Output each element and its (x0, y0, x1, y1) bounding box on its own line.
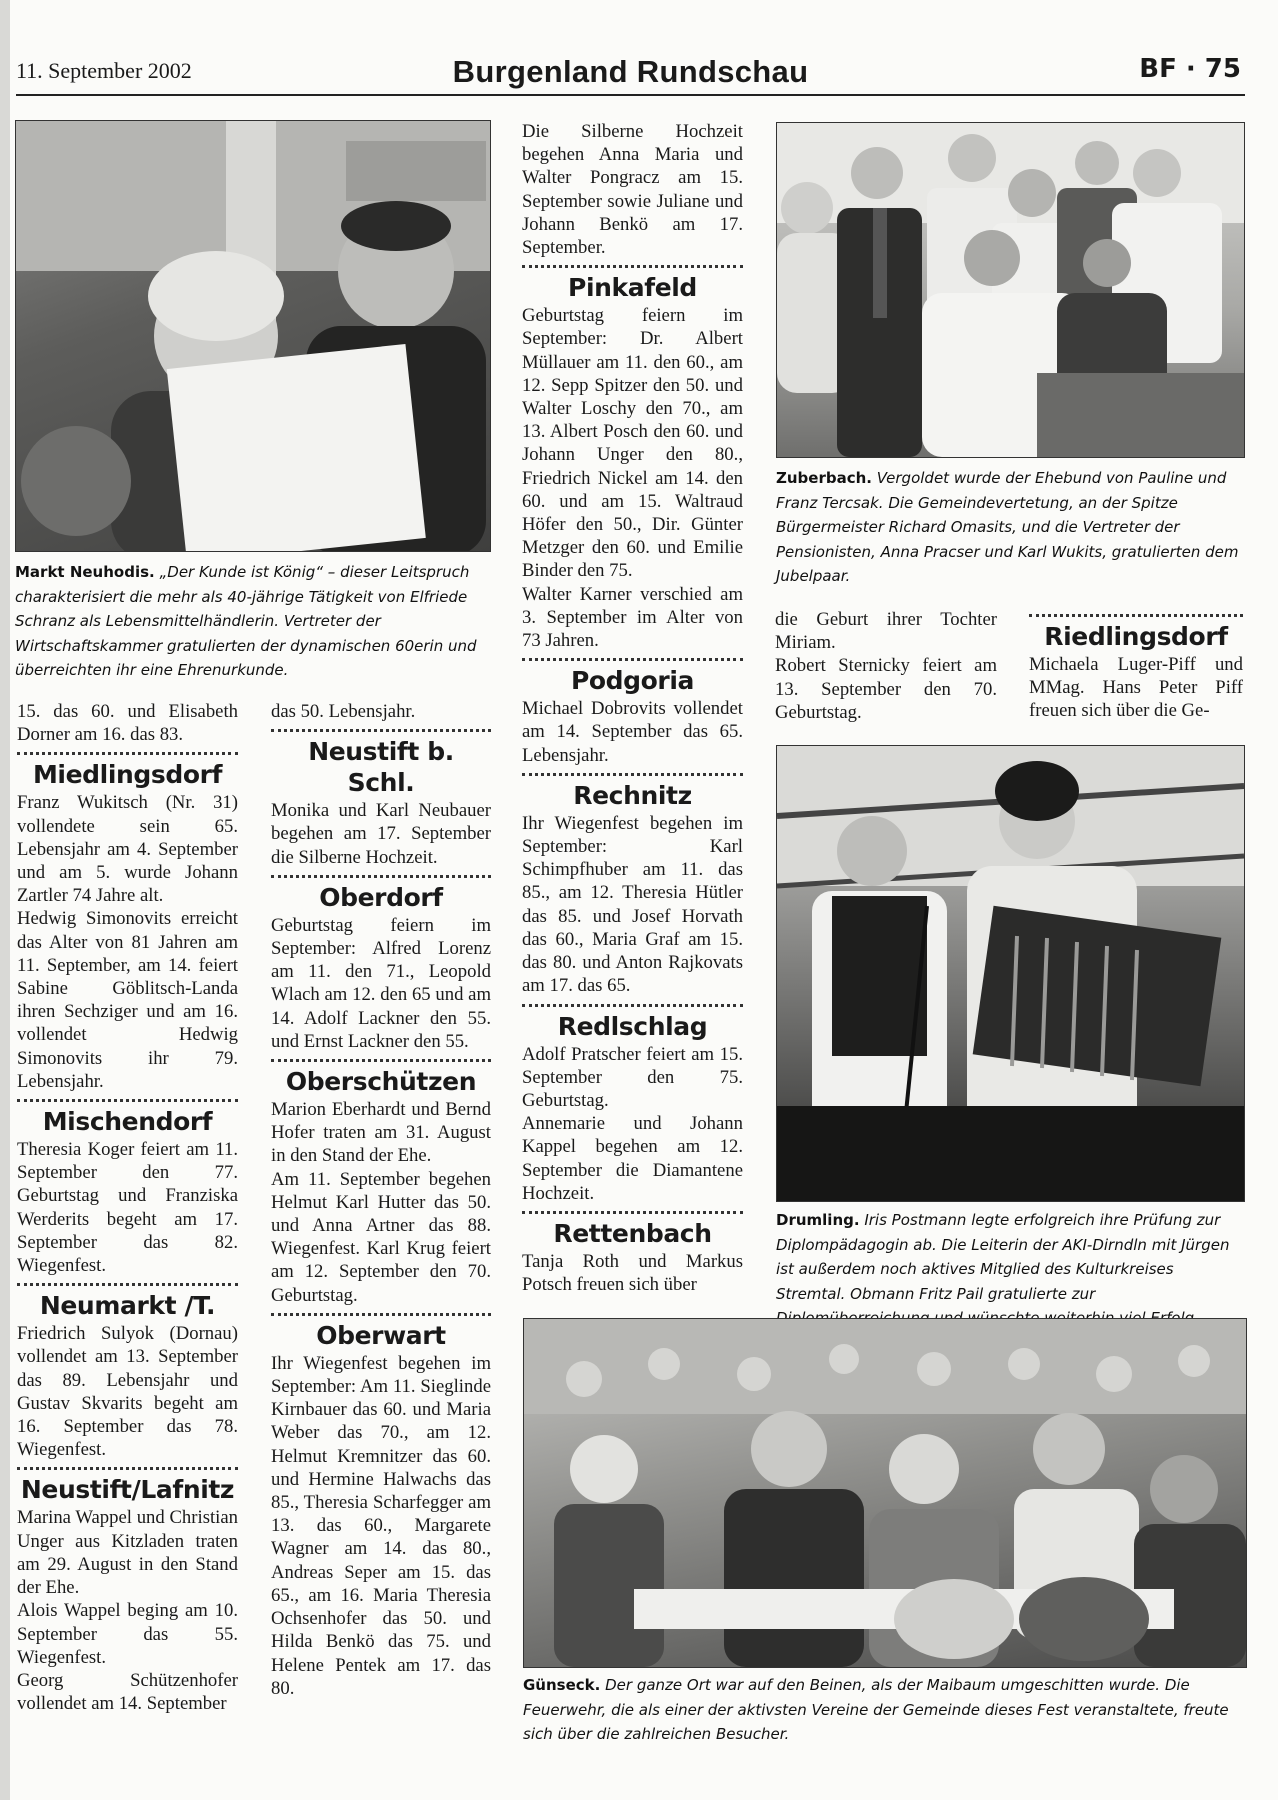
paragraph: das 50. Lebensjahr. (271, 701, 416, 722)
paragraph: Michael Dobrovits vollendet am 14. September das 65. Lebensjahr. (522, 698, 743, 766)
dotted-divider (271, 1059, 491, 1062)
photo-guenseck (523, 1318, 1247, 1668)
paragraph: Monika und Karl Neubauer begehen am 17. September die Silberne Hochzeit. (271, 800, 491, 868)
paragraph: Ihr Wiegenfest begehen im September: Karl Schimpfhuber am 11. das 85., am 12. Theresia Hütler das 85. und Josef Horvath das 60., Maria Graf am 15. das 80. und Anton Rajkovats am 17. das 65. (522, 812, 743, 997)
section-heading-riedlingsdorf: Riedlingsdorf (1044, 622, 1228, 651)
caption-text: Vergoldet wurde der Ehebund von Pauline und Franz Tercsak. Die Gemeindevertetung, an der Spitze Bürgermeister Richard Omasits, und die Vertreter der Pensionisten, Anna Pracser und Karl Wukits, gratulierten dem Jubelpaar. (776, 469, 1239, 585)
text-column-4 (775, 608, 997, 724)
paragraph: Theresia Koger feiert am 11. September den 77. Geburtstag und Franziska Werderits begeht am 17. September das 82. Wiegenfest. (17, 1139, 238, 1277)
paragraph: Robert Sternicky feiert am 13. September den 70. Geburtstag. (775, 655, 997, 723)
photo-zuberbach-figure (777, 123, 1244, 457)
caption-drumling (776, 1208, 1245, 1331)
caption-text: Iris Postmann legte erfolgreich ihre Prüfung zur Diplompädagogin ab. Die Leiterin der AKI-Dirndln mit Jürgen ist außerdem noch aktives Mitglied des Kulturkreises Stremtal. Obmann Fritz Pail gratulierte zur (776, 1211, 1230, 1303)
paragraph: Am 11. September begehen Helmut Karl Hutter das 50. und Anna Artner das 88. Wiegenfest. Karl Krug feiert am 12. September den 70. Geburtstag. (271, 1168, 491, 1306)
paragraph: Michaela Luger-Piff und MMag. Hans Peter Piff freuen sich über die Ge- (1029, 654, 1243, 722)
dotted-divider (522, 658, 743, 661)
section-heading-redlschlag: Redlschlag (557, 1011, 708, 1041)
section-heading-neustift-lafnitz: Neustift/Lafnitz (20, 1475, 235, 1505)
dotted-divider (17, 1283, 238, 1286)
section-heading-oberwart: Oberwart (316, 1320, 446, 1350)
section-heading-rettenbach: Rettenbach (553, 1218, 712, 1248)
dotted-divider (17, 752, 238, 755)
section-heading-mischendorf: Mischendorf (42, 1107, 213, 1137)
dotted-divider (17, 1099, 238, 1102)
page-header (16, 56, 1245, 96)
paragraph: Georg Schützenhofer vollendet am 14. September (17, 1669, 238, 1715)
paragraph: Friedrich Sulyok (Dornau) vollendet am 13. September das 89. Lebensjahr und Gustav Skvarits begeht am 16. September das 78. Wiegenfest. (17, 1323, 238, 1461)
dotted-divider (271, 1313, 491, 1316)
dotted-divider (522, 773, 743, 776)
section-heading-oberdorf: Oberdorf (319, 882, 443, 912)
paragraph: Geburtstag feiern im September: Alfred Lorenz am 11. den 71., Leopold Wlach am 12. den 65 und am 14. Adolf Lackner den 55. und Ernst Lackner den 55. (271, 914, 491, 1052)
caption-zuberbach (776, 466, 1245, 589)
issue-date: 11. September 2002 (16, 58, 192, 83)
text-column-3 (522, 120, 743, 1296)
paragraph: Adolf Pratscher feiert am 15. September den 75. Geburtstag. (522, 1043, 743, 1111)
dotted-divider (271, 875, 491, 878)
section-heading-rechnitz: Rechnitz (573, 780, 692, 810)
dotted-divider (271, 729, 491, 732)
section-heading-neumarkt: Neumarkt /T. (39, 1291, 216, 1321)
dotted-divider (17, 1467, 238, 1470)
text-column-5 (1029, 608, 1243, 723)
paragraph: die Geburt ihrer Tochter Miriam. (775, 609, 997, 654)
photo-zuberbach (776, 122, 1245, 458)
dotted-divider (522, 265, 743, 268)
paragraph: 15. das 60. und Elisabeth Dorner am 16. das 83. (17, 701, 238, 746)
photo-neuhodis-figure (16, 121, 490, 551)
caption-text: „Der Kunde ist König“ – dieser Leitspruch charakterisiert die mehr als 40-jährige Tätigkeit von Elfriede Schranz als Lebensmittelhändlerin. Vertreter der Wirtschaftskammer gratulierten der dynamischen 60erin und überreichten ihr eine Ehrenurkunde. (15, 563, 477, 679)
photo-guenseck-figure (524, 1319, 1246, 1667)
page-number: BF · 75 (1139, 54, 1241, 84)
photo-neuhodis (15, 120, 491, 552)
paragraph: Geburtstag feiern im September: Dr. Albert Müllauer am 11. den 60., am 12. Sepp Spitzer den 50. und Walter Loschy den 70., am 13. Albert Posch den 60. und Johann Unger den 80., Friedrich Nickel am 14. den 60. und am 15. Waltraud Höfer den 50., Dir. Günter Metzger den 60. und Emilie Binder den 75. (522, 305, 743, 582)
paragraph: Alois Wappel beging am 10. September das 55. Wiegenfest. (17, 1600, 238, 1668)
caption-guenseck (523, 1673, 1245, 1747)
dotted-divider (1029, 614, 1243, 617)
dotted-divider (522, 1004, 743, 1007)
caption-place: Günseck. (523, 1676, 601, 1694)
paragraph: Marina Wappel und Christian Unger aus Kitzladen traten am 29. August in den Stand der Ehe. (17, 1507, 238, 1599)
paragraph: Ihr Wiegenfest begehen im September: Am 11. Sieglinde Kirnbauer das 60. und Maria Weber das 70., am 12. Helmut Kremnitzer das 60. und Hermine Halwachs das 85., Theresia Scharfegger am 13. das 60., Margarete Wagner am 14. das 80., Andreas Seper am 15. das 65., am 16. Maria Theresia Ochsenhofer das 50. und Hilda Benkö das 75. und Helene Pentek am 17. das 80. (271, 1352, 491, 1699)
paragraph: Walter Karner verschied am 3. September im Alter von 73 Jahren. (522, 583, 743, 652)
section-heading-pinkafeld: Pinkafeld (568, 273, 697, 303)
newspaper-title: Burgenland Rundschau (452, 54, 809, 89)
photo-drumling (776, 745, 1245, 1202)
paragraph: Die Silberne Hochzeit begehen Anna Maria und Walter Pongracz am 15. September sowie Juliane und Johann Benkö am 17. September. (522, 121, 743, 259)
paragraph: Tanja Roth und Markus Potsch freuen sich über (522, 1250, 743, 1296)
section-heading-oberschuetzen: Oberschützen (285, 1067, 477, 1097)
caption-place: Zuberbach. (776, 469, 872, 487)
text-column-1 (17, 700, 238, 1715)
text-column-2 (271, 700, 491, 1700)
photo-drumling-figure (777, 746, 1244, 1201)
caption-place: Drumling. (776, 1211, 860, 1229)
dotted-divider (522, 1211, 743, 1214)
section-heading-neustift-schl: Neustift b. Schl. (308, 737, 454, 798)
section-heading-podgoria: Podgoria (570, 666, 695, 696)
section-heading-miedlingsdorf: Miedlingsdorf (32, 760, 223, 790)
paragraph: Marion Eberhardt und Bernd Hofer traten am 31. August in den Stand der Ehe. (271, 1099, 491, 1167)
page-edge (0, 0, 10, 1800)
paragraph: Franz Wukitsch (Nr. 31) vollendete sein 65. Lebensjahr am 4. September und am 5. wurde Johann Zartler 74 Jahre alt. (17, 792, 238, 907)
paragraph: Annemarie und Johann Kappel begehen am 12. September die Diamantene Hochzeit. (522, 1113, 743, 1204)
caption-text: Der ganze Ort war auf den Beinen, als der Maibaum umgeschitten wurde. Die Feuerwehr, die als einer der aktivsten Vereine der Gemeinde dieses Fest veranstaltete, freute sich über die zahlreichen Besucher. (523, 1676, 1229, 1743)
caption-neuhodis (15, 560, 489, 683)
caption-place: Markt Neuhodis. (15, 563, 155, 581)
paragraph: Hedwig Simonovits erreicht das Alter von 81 Jahren am 11. September, am 14. feiert Sabine Göblitsch-Landa ihren Sechziger und am 16. vollendet Hedwig Simonovits ihr 79. Lebensjahr. (17, 908, 238, 1092)
